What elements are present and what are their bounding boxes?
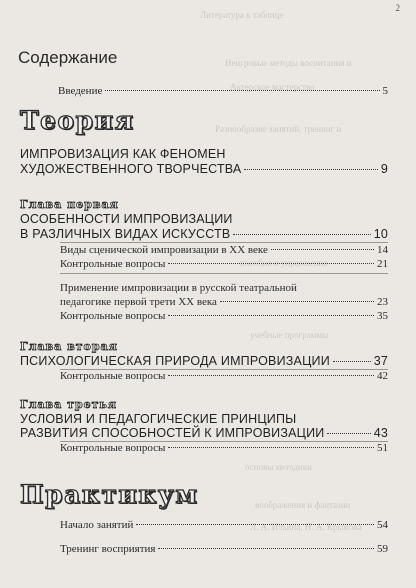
toc-entry-sub[interactable] [60, 369, 388, 383]
dot-leader [168, 447, 374, 448]
section-title-line: ИМПРОВИЗАЦИЯ КАК ФЕНОМЕН [20, 147, 226, 161]
dot-leader [105, 90, 379, 91]
entry-label: ПСИХОЛОГИЧЕСКАЯ ПРИРОДА ИМПРОВИЗАЦИИ [20, 354, 330, 368]
entry-page: 37 [373, 354, 388, 368]
page-number: 2 [395, 3, 400, 13]
entry-label: Начало занятий [60, 519, 134, 531]
bleed-through-line: Актерское мастерство [230, 82, 315, 92]
dot-leader [244, 169, 377, 170]
entry-label: Контрольные вопросы [60, 442, 166, 454]
entry-label: Введение [58, 85, 103, 97]
entry-page: 10 [373, 227, 388, 241]
entry-label: Контрольные вопросы [60, 310, 166, 322]
entry-page: 43 [373, 426, 388, 440]
entry-label: Тренинг восприятия [60, 543, 156, 555]
dot-leader [158, 548, 374, 549]
chapter-title-line: ОСОБЕННОСТИ ИМПРОВИЗАЦИИ [20, 212, 233, 226]
toc-entry-sub[interactable] [60, 441, 388, 455]
bleed-through-line: основы методики [245, 462, 312, 472]
bleed-through-line: Неигровые методы воспитания и [225, 58, 352, 68]
dot-leader [271, 249, 374, 250]
bleed-through-line: учебные программы [250, 330, 329, 340]
entry-page: 23 [377, 296, 388, 308]
dot-leader [333, 361, 371, 362]
entry-page: 42 [377, 370, 388, 382]
part-title-theory: Теория [20, 106, 135, 135]
entry-page: 9 [380, 162, 388, 176]
bleed-through-line: Разнообразие занятий, тренинг и [215, 124, 342, 134]
chapter-label: Глава третья [20, 398, 117, 411]
entry-label: Контрольные вопросы [60, 258, 166, 270]
toc-entry-chapter2[interactable] [20, 353, 388, 369]
entry-label: Виды сценической импровизации в XX веке [60, 244, 268, 256]
toc-entry-theory[interactable] [20, 161, 388, 177]
dot-leader [168, 375, 374, 376]
toc-entry-sub[interactable] [60, 257, 388, 271]
bleed-through-line: воображения и фантазии [255, 500, 351, 510]
bleed-through-line: Л. А. Ильина, Н. А. Крымова [250, 522, 362, 532]
entry-label: педагогике первой трети XX века [60, 296, 217, 308]
entry-label: ХУДОЖЕСТВЕННОГО ТВОРЧЕСТВА [20, 162, 242, 176]
entry-page: 54 [377, 519, 388, 531]
entry-page: 59 [377, 543, 388, 555]
dot-leader [168, 315, 374, 316]
divider [60, 273, 388, 274]
entry-page: 5 [382, 85, 388, 97]
bleed-through-line: пособия и упражнения [240, 258, 328, 268]
chapter-label: Глава вторая [20, 340, 118, 353]
toc-entry-sub[interactable] [60, 243, 388, 257]
toc-entry-intro[interactable] [58, 84, 388, 98]
dot-leader [327, 433, 370, 434]
toc-entry-practicum[interactable] [60, 542, 388, 556]
entry-page: 35 [377, 310, 388, 322]
toc-entry-sub[interactable] [60, 295, 388, 309]
entry-page: 21 [377, 258, 388, 270]
entry-page: 51 [377, 442, 388, 454]
entry-label-line: Применение импровизации в русской театральной [60, 282, 297, 294]
toc-entry-sub[interactable] [60, 309, 388, 323]
entry-label: В РАЗЛИЧНЫХ ВИДАХ ИСКУССТВ [20, 227, 231, 241]
toc-title: Содержание [18, 48, 118, 67]
entry-label: Контрольные вопросы [60, 370, 166, 382]
entry-label: РАЗВИТИЯ СПОСОБНОСТЕЙ К ИМПРОВИЗАЦИИ [20, 426, 325, 440]
dot-leader [168, 263, 374, 264]
toc-entry-chapter3[interactable] [20, 425, 388, 441]
chapter-title-line: УСЛОВИЯ И ПЕДАГОГИЧЕСКИЕ ПРИНЦИПЫ [20, 412, 297, 426]
chapter-label: Глава первая [20, 198, 119, 211]
dot-leader [233, 234, 370, 235]
dot-leader [220, 301, 374, 302]
part-title-practicum: Практикум [20, 480, 199, 509]
toc-entry-chapter1[interactable] [20, 226, 388, 242]
dot-leader [136, 524, 374, 525]
toc-entry-practicum[interactable] [60, 518, 388, 532]
entry-page: 14 [377, 244, 388, 256]
bleed-through-line: Литература к таблице [200, 10, 284, 20]
